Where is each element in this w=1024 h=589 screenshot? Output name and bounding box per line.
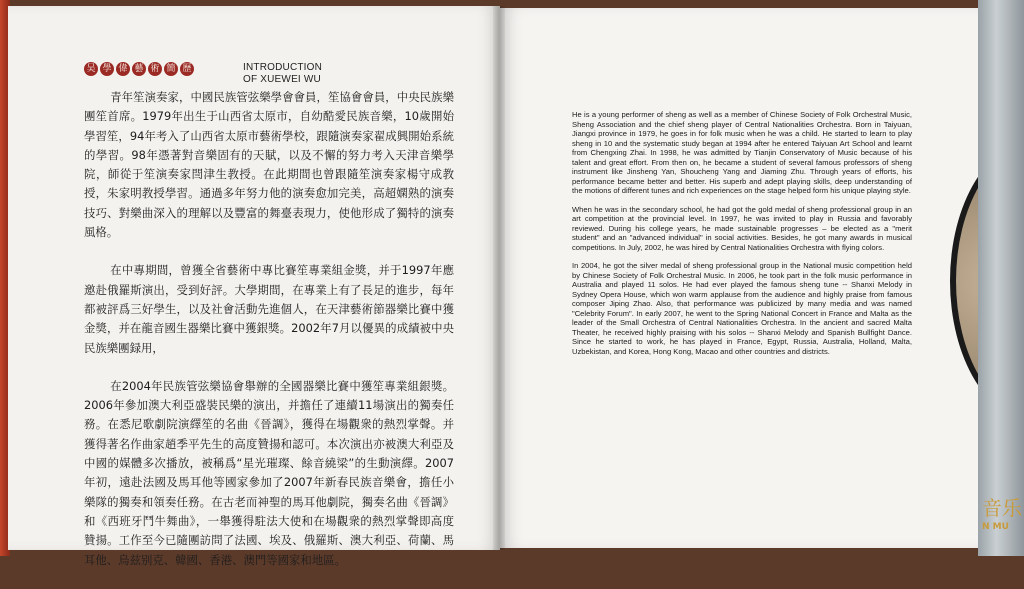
title-char: 歷 xyxy=(180,62,194,76)
title-en-line1: INTRODUCTION xyxy=(243,62,323,73)
chinese-biography xyxy=(84,88,454,589)
booklet-spine xyxy=(493,6,505,550)
title-char: 簡 xyxy=(164,62,178,76)
title-en xyxy=(243,62,322,86)
en-paragraph: In 2004, he got the silver medal of sheng professional group in the National music competition held by Chinese Society of Folk Orchestral Music. In 2006, he took part in the folk music performance in Australia and played 11 solos. He had ever played the famous sheng tune -- Shanxi Melody in Sydney Opera House, which won warm applause from the audience and highly praise from famous composer Jiping Zhao. Also, that performance was publicized by many media and was named "Celebrity Forum". In early 2007, he went to the Spring National Concert in France and Malta as the leader of the Small Orchestra of Central Nationalities Orchestra. In the ancient and sacred Malta Theater, he received highly praising with his solos -- Shanxi Melody and Spanish Bullfight Dance. Since he started to work, he has played in France, Egypt, Russia, Australia, Holland, Malta, Uzbekistan, and Korea, Hong Kong, Macao and other countries and districts. xyxy=(572,261,912,356)
cd-case-edge xyxy=(978,0,1024,556)
title-zh xyxy=(84,62,194,76)
title-char: 藝 xyxy=(132,62,146,76)
en-paragraph: He is a young performer of sheng as well as a member of Chinese Society of Folk Orchestral Music, Sheng Association and the chief sheng player of Central Nationalities Orchestra. Born in Taiyuan, Jiangxi province in 1979, he goes in for folk music when he was a child. He started to learn to play sheng in 10 and the systematic study began at 1994 after he entered Taiyuan Art School and learnt from Chengxing Zhai. In 1998, he was admitted by Tianjin Conservatory of Music because of his talent and great effort. From then on, he became a student of several famous professors of sheng instrument like Jinsheng Yan, Shoucheng Yang and Jiaming Zhu. Through years of efforts, his performance became better and better. His superb and adept playing skills, deep understanding of the motions of different tunes and rich experiences on the stage helped form his unique playing style. xyxy=(572,110,912,195)
case-gold-lettering: 音乐 xyxy=(982,496,1022,520)
zh-paragraph: 在中專期間，曾獲全省藝術中專比賽笙專業組金獎，并于1997年應邀赴俄羅斯演出，受到好評。大學期間，在專業上有了長足的進步，每年都被評爲三好學生，以及社會活動先進個人，在天津藝術節器樂比賽中獲金獎，并在龍音國生器樂比賽中獲銀獎。2002年7月以優異的成績被中央民族樂團録用， xyxy=(84,263,454,355)
zh-paragraph: 青年笙演奏家，中國民族管弦樂學會會員，笙協會會員，中央民族樂團笙首席。1979年出生于山西省太原市，自幼酷愛民族音樂，10歲開始學習笙，94年考入了山西省太原市藝術學校，跟隨演奏家翟成興開始系統的學習。98年憑著對音樂固有的天賦，以及不懈的努力考入天津音樂學院，師從于笙演奏家閆津生教授。在此期間也曾跟隨笙演奏家楊守成教授，朱家明教授學習。通過多年努力他的演奏愈加完美，高超嫻熟的演奏技巧、對樂曲深入的理解以及豐富的舞臺表現力，使他形成了獨特的演奏風格。 xyxy=(84,90,454,240)
title-char: 術 xyxy=(148,62,162,76)
case-gold-lettering-small: N MU xyxy=(982,522,1009,532)
title-char: 吴 xyxy=(84,62,98,76)
en-paragraph: When he was in the secondary school, he had got the gold medal of sheng professional group in an art competition at the provincial level. In 1997, he was invited to play in Russia and favorably reviewed. During his college years, he made sustainable progresses – be elected as a "merit student" and an "advanced individual" in social activities. Besides, he got many awards in musical competitions. In July, 2002, he was hired by Central Nationalities Orchestra with flying colors. xyxy=(572,204,912,252)
english-biography xyxy=(572,110,912,365)
title-char: 學 xyxy=(100,62,114,76)
title-en-line2: OF XUEWEI WU xyxy=(243,74,321,85)
zh-paragraph: 在2004年民族管弦樂協會舉辦的全國器樂比賽中獲笙專業組銀獎。2006年參加澳大利亞盛裝民樂的演出，并擔任了連續11場演出的獨奏任務。在悉尼歌劇院演繹笙的名曲《晉調》，獲得在場觀衆的熱烈掌聲。并獲得著名作曲家趙季平先生的高度贊揚和認可。本次演出亦被澳大利亞及中國的媒體多次播放，被稱爲“星光璀璨、餘音繞梁”的生動演繹。2007年初，遠赴法國及馬耳他等國家參加了2007年新春民族音樂會，擔任小樂隊的獨奏和領奏任務。在古老而神聖的馬耳他劇院，獨奏名曲《晉調》和《西班牙鬥牛舞曲》，一舉獲得駐法大使和在場觀衆的熱烈掌聲即高度贊揚。工作至今已隨團訪問了法國、埃及、俄羅斯、澳大利亞、荷蘭、馬耳他、烏兹别克、韓國、香港、澳門等國家和地區。 xyxy=(84,378,454,567)
title-char: 偉 xyxy=(116,62,130,76)
